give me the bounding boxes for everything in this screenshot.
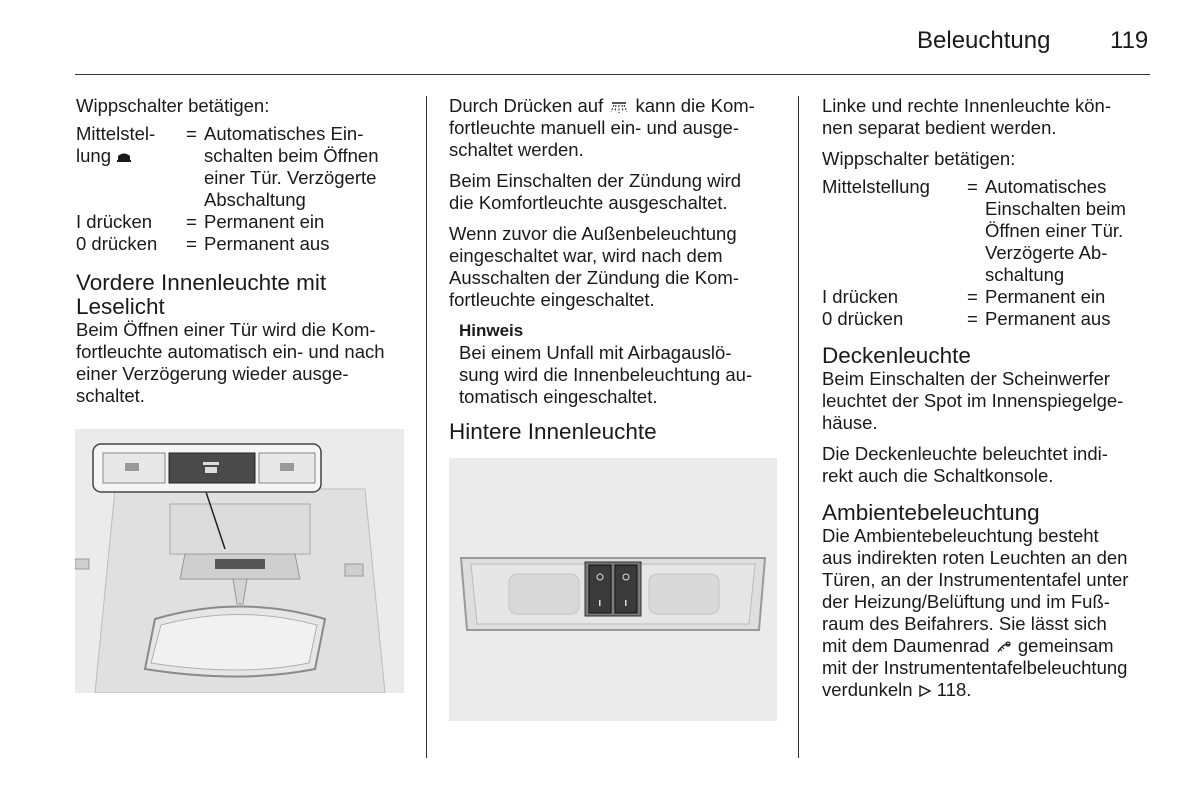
heading-line: Leselicht [76, 294, 165, 319]
text-line: Türen, an der Instrumententafel unter [822, 569, 1129, 590]
table-row-term [76, 123, 186, 211]
text-line [822, 679, 1157, 701]
equals-sign: = [967, 286, 978, 307]
text-line: mit der Instrumententafelbeleuchtung [822, 657, 1128, 678]
text-line: sung wird die Innenbeleuchtung au- [459, 364, 753, 385]
table-row-desc [186, 233, 411, 255]
paragraph [76, 319, 411, 407]
front-interior-light-illustration [75, 429, 404, 693]
desc-line: Permanent ein [204, 211, 325, 232]
text-line: die Komfortleuchte ausgeschaltet. [449, 192, 728, 213]
equals-sign: = [186, 233, 197, 254]
page-reference-link[interactable]: 118. [936, 679, 972, 700]
paragraph [822, 525, 1157, 701]
text-line: Wenn zuvor die Außenbeleuchtung [449, 223, 737, 244]
text-line: häuse. [822, 412, 878, 433]
page-section-title: Beleuchtung [917, 27, 1051, 54]
term-text: lung [76, 145, 111, 166]
text-line: Beim Einschalten der Scheinwerfer [822, 368, 1110, 389]
text-line: nen separat bedient werden. [822, 117, 1057, 138]
desc-line: Automatisches [985, 176, 1107, 197]
table-row-term: I drücken [76, 211, 153, 232]
text-line: schaltet. [76, 385, 145, 406]
section-heading: Deckenleuchte [822, 343, 971, 368]
text-line: Die Ambientebeleuchtung besteht [822, 525, 1099, 546]
table-row-desc [967, 176, 1157, 286]
term-line: Mittelstel- [76, 123, 156, 144]
text-line: Die Deckenleuchte beleuchtet indi- [822, 443, 1108, 464]
text-line: fortleuchte manuell ein- und ausge- [449, 117, 740, 138]
column-divider-2 [798, 96, 799, 758]
equals-sign: = [967, 308, 978, 329]
paragraph [449, 223, 789, 311]
paragraph [822, 95, 1157, 139]
instruction-text: Wippschalter betätigen: [822, 148, 1016, 169]
paragraph [822, 443, 1157, 487]
text-line: rekt auch die Schaltkonsole. [822, 465, 1054, 486]
text-fragment: verdunkeln [822, 679, 913, 700]
text-line: Bei einem Unfall mit Airbagauslö- [459, 342, 732, 363]
switch-position-table [76, 123, 411, 255]
desc-line: schalten beim Öffnen [204, 145, 379, 166]
section-heading: Ambientebeleuchtung [822, 500, 1040, 525]
page-reference-arrow-icon[interactable] [918, 684, 932, 698]
note-box [449, 320, 789, 408]
equals-sign: = [186, 211, 197, 232]
text-fragment: gemeinsam [1017, 635, 1114, 656]
desc-line: Öffnen einer Tür. [985, 220, 1124, 241]
desc-line: einer Tür. Verzögerte [204, 167, 377, 188]
table-row-term: I drücken [822, 286, 899, 307]
header-divider [75, 74, 1150, 75]
rear-light-drawing [449, 458, 777, 721]
column-divider-1 [426, 96, 427, 758]
text-line: raum des Beifahrers. Sie lässt sich [822, 613, 1107, 634]
text-fragment: Durch Drücken auf [449, 95, 604, 116]
desc-line: Verzögerte Ab- [985, 242, 1108, 263]
switch-position-table [822, 176, 1157, 330]
table-row-term: Mittelstellung [822, 176, 930, 197]
paragraph [449, 170, 789, 214]
text-line: fortleuchte automatisch ein- und nach [76, 341, 385, 362]
page-number: 119 [1110, 27, 1149, 54]
text-line: schaltet werden. [449, 139, 584, 160]
instruction-text: Wippschalter betätigen: [76, 95, 270, 116]
comfort-light-icon [608, 100, 630, 114]
desc-line: Automatisches Ein- [204, 123, 364, 144]
table-row-desc [186, 123, 411, 211]
text-line: Beim Öffnen einer Tür wird die Kom- [76, 319, 376, 340]
text-fragment: mit dem Daumenrad [822, 635, 990, 656]
heading-line: Vordere Innenleuchte mit [76, 270, 327, 295]
paragraph [449, 95, 789, 161]
section-heading [76, 271, 411, 319]
column-1 [76, 95, 411, 407]
section-heading: Hintere Innenleuchte [449, 419, 657, 444]
note-title: Hinweis [459, 321, 524, 340]
table-row-term: 0 drücken [76, 233, 158, 254]
text-line: einer Verzögerung wieder ausge- [76, 363, 349, 384]
table-row-desc [967, 308, 1157, 330]
text-line: leuchtet der Spot im Innenspiegelge- [822, 390, 1124, 411]
text-line: tomatisch eingeschaltet. [459, 386, 658, 407]
text-line: Beim Einschalten der Zündung wird [449, 170, 742, 191]
text-line: aus indirekten roten Leuchten an den [822, 547, 1128, 568]
desc-line: Permanent ein [985, 286, 1106, 307]
column-2 [449, 95, 789, 444]
text-line: fortleuchte eingeschaltet. [449, 289, 655, 310]
desc-line: Permanent aus [204, 233, 330, 254]
column-3 [822, 95, 1157, 701]
table-row-desc [186, 211, 411, 233]
text-line: der Heizung/Belüftung und im Fuß- [822, 591, 1110, 612]
text-line: eingeschaltet war, wird nach dem [449, 245, 723, 266]
text-line: Linke und rechte Innenleuchte kön- [822, 95, 1112, 116]
text-fragment: kann die Kom- [635, 95, 755, 116]
desc-line: Permanent aus [985, 308, 1111, 329]
desc-line: Abschaltung [204, 189, 306, 210]
door-light-icon [116, 151, 132, 163]
equals-sign: = [186, 123, 197, 144]
front-light-drawing [75, 429, 404, 693]
thumbwheel-icon [995, 639, 1013, 655]
paragraph [822, 368, 1157, 434]
text-line [449, 95, 789, 117]
table-row-term: 0 drücken [822, 308, 904, 329]
term-line [76, 145, 186, 167]
rear-interior-light-illustration [449, 458, 777, 721]
desc-line: Einschalten beim [985, 198, 1126, 219]
text-line [822, 635, 1157, 657]
desc-line: schaltung [985, 264, 1065, 285]
table-row-desc [967, 286, 1157, 308]
text-line: Ausschalten der Zündung die Kom- [449, 267, 740, 288]
equals-sign: = [967, 176, 978, 197]
